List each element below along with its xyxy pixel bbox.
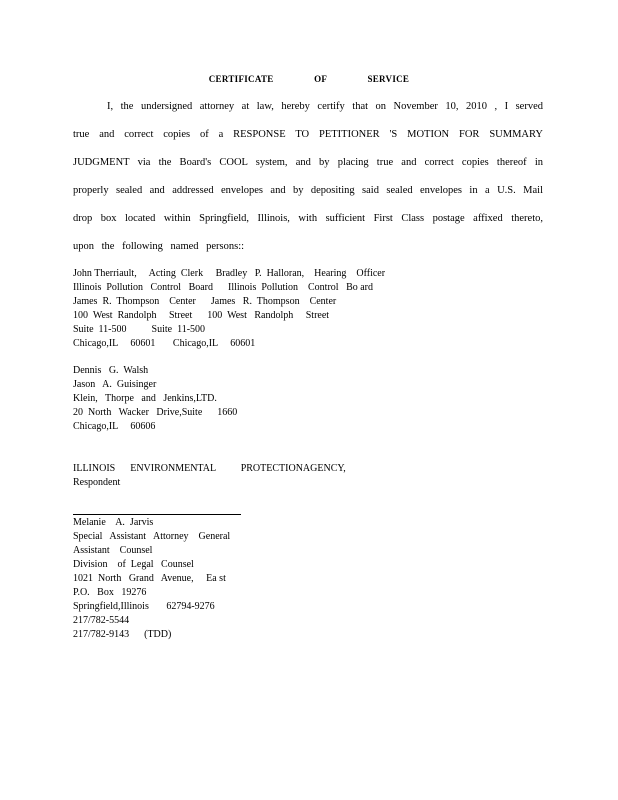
address-line: 100 West Randolph Street 100 West Randolph Street [73,310,330,321]
address-line: James R. Thompson Center James R. Thompson Center [73,296,337,307]
address-line: John Therriault, Acting Clerk Bradley P. Halloran, Hearing Officer [73,268,386,279]
page-title: CERTIFICATE OF SERVICE [208,74,410,84]
signer-line: 1021 North Grand Avenue, Ea st [73,573,226,584]
address-line: Chicago,IL 60606 [73,421,156,432]
signer-block [73,516,230,642]
address-line: Suite 11-500 Suite 11-500 [73,324,206,335]
address-line: Jason A. Guisinger [73,379,157,390]
address-line: Illinois Pollution Control Board Illinois Pollution Control Bo ard [73,282,374,293]
party-role: Respondent [73,477,121,488]
paragraph-line: true and correct copies of a RESPONSE TO PETITIONER 'S MOTION FOR SUMMARY [73,129,543,140]
signer-line: Assistant Counsel [73,545,153,556]
signer-line: Division of Legal Counsel [73,559,194,570]
paragraph-line: JUDGMENT via the Board's COOL system, and by placing true and correct copies thereof in [73,157,543,168]
party-name: ILLINOIS ENVIRONMENTAL PROTECTIONAGENCY, [73,463,346,474]
paragraph-line: I, the undersigned attorney at law, hereby certify that on November 10, 2010 , I served [107,101,543,112]
address-line: Chicago,IL 60601 Chicago,IL 60601 [73,338,256,349]
paragraph-line: drop box located within Springfield, Illinois, with sufficient First Class postage affixed thereto, [73,213,543,224]
party-block [73,462,346,490]
signer-line: Springfield,Illinois 62794-9276 [73,601,215,612]
address-line: Klein, Thorpe and Jenkins,LTD. [73,393,217,404]
signer-line: Melanie A. Jarvis [73,517,154,528]
signer-line: 217/782-5544 [73,615,130,626]
recipients-board-block [73,267,385,351]
signer-line: 217/782-9143 (TDD) [73,629,172,640]
paragraph-line: upon the following named persons:: [73,241,245,252]
signer-line: P.O. Box 19276 [73,587,147,598]
signer-line: Special Assistant Attorney General [73,531,231,542]
signature-line [73,514,241,515]
address-line: 20 North Wacker Drive,Suite 1660 [73,407,238,418]
address-line: Dennis G. Walsh [73,365,149,376]
recipient-walsh-block [73,364,237,434]
paragraph-line: properly sealed and addressed envelopes and by depositing said sealed envelopes in a U.S. Mail [73,185,543,196]
